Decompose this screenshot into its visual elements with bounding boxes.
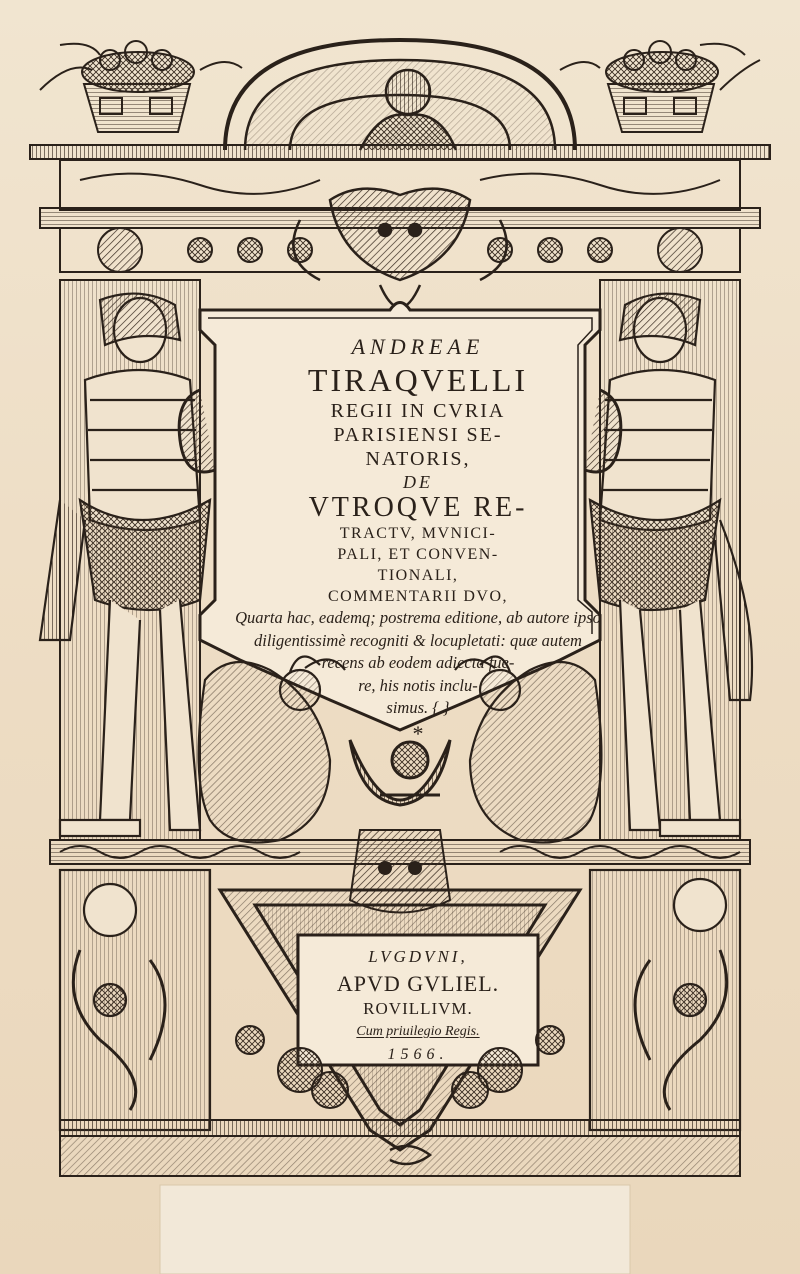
paper-fold-strip <box>160 1185 630 1274</box>
base-plinth <box>60 1120 740 1176</box>
author-first-name: ANDREAE <box>351 334 485 359</box>
author-last-name: TIRAQVELLI <box>307 362 529 398</box>
imprint-apud: APVD GVLIEL. <box>336 971 500 996</box>
title-line-10: TIONALI, <box>377 567 459 584</box>
asterisk-mark: * <box>412 720 424 746</box>
imprint-block <box>300 948 536 1063</box>
title-line-4: PARISIENSI SE- <box>333 424 503 446</box>
italic-line-4: re, his notis inclu- <box>358 675 478 695</box>
italic-line-5: simus. { } <box>386 698 450 717</box>
imprint-printer: ROVILLIVM. <box>363 999 473 1018</box>
italic-line-3: recens ab eodem adiecta fue- <box>321 653 515 672</box>
title-line-9: PALI, ET CONVEN- <box>337 546 499 563</box>
italic-line-1: Quarta hac, eademq; postrema editione, ab autore ipso <box>235 608 601 627</box>
lower-left-scroll <box>60 870 210 1130</box>
imprint-city: LVGDVNI, <box>368 947 468 966</box>
crescent-ornament <box>350 740 450 805</box>
imprint-privilege: Cum priuilegio Regis. <box>356 1024 480 1039</box>
left-fruit-basket <box>40 41 242 132</box>
title-line-6: DE <box>403 472 433 492</box>
lower-right-scroll <box>590 870 740 1130</box>
title-line-8: TRACTV, MVNICI- <box>339 525 497 542</box>
top-arch <box>225 40 575 150</box>
title-line-7: VTROQVE RE- <box>308 492 528 523</box>
title-line-11: COMMENTARII DVO, <box>327 588 509 605</box>
title-text-block <box>222 336 614 745</box>
title-line-5: NATORIS, <box>365 448 471 470</box>
top-grotesque-mask <box>293 189 506 308</box>
imprint-year: 1566. <box>387 1046 449 1063</box>
right-fruit-basket <box>560 41 760 132</box>
italic-line-2: diligentissimè recogniti & locupletati: quæ autem <box>254 630 582 650</box>
title-line-3: REGII IN CVRIA <box>330 400 506 422</box>
